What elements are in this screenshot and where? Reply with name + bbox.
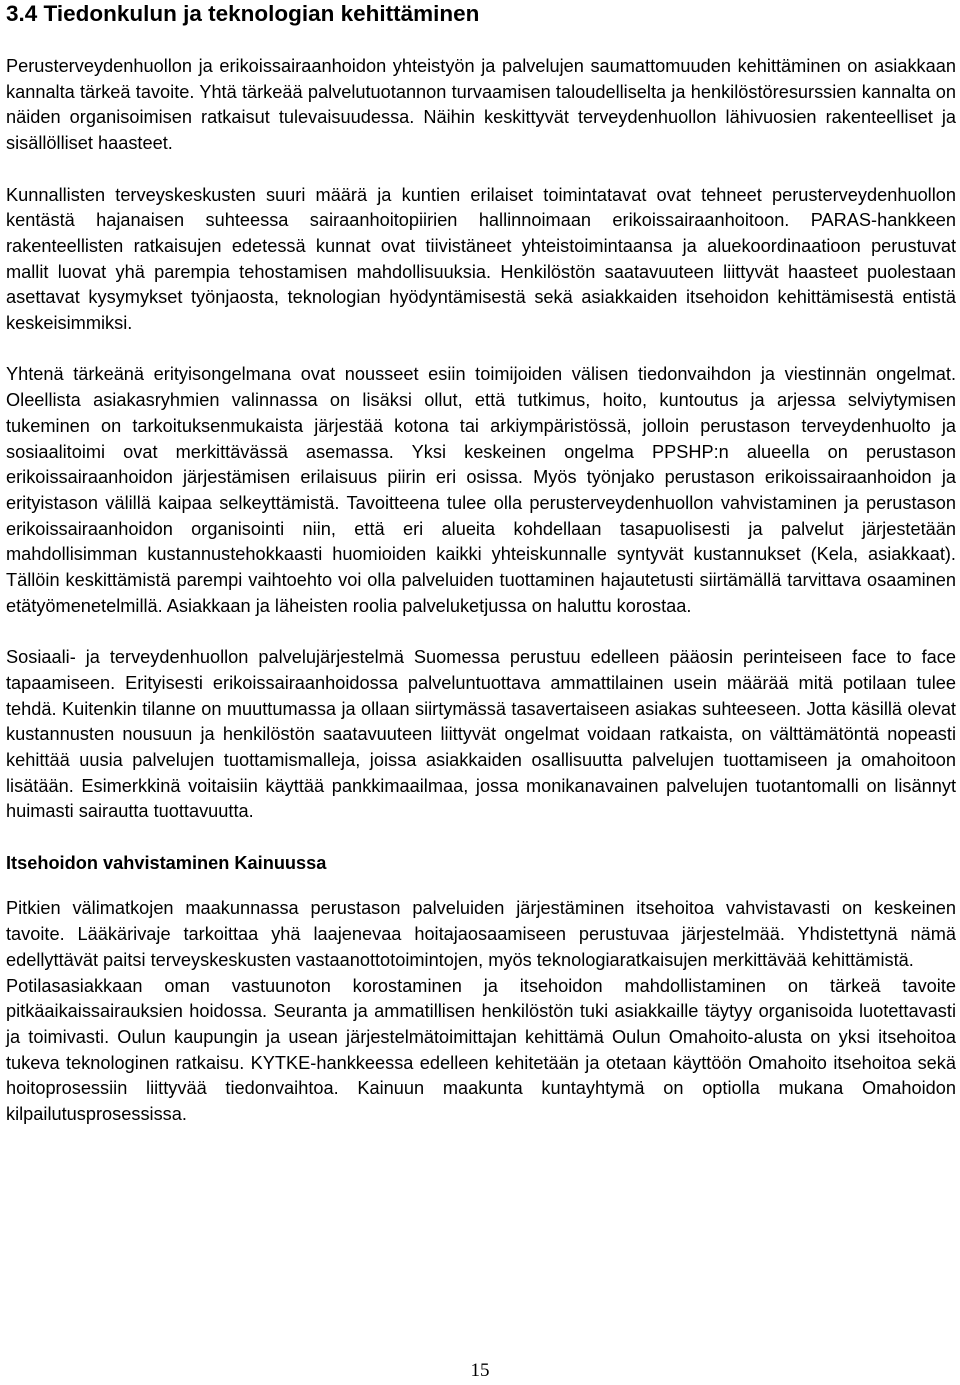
section-title: 3.4 Tiedonkulun ja teknologian kehittäminen bbox=[6, 1, 480, 26]
spacer bbox=[6, 619, 956, 645]
spacer bbox=[6, 876, 956, 896]
subsection-title: Itsehoidon vahvistaminen Kainuussa bbox=[6, 852, 327, 873]
spacer bbox=[6, 157, 956, 183]
paragraph-3: Yhtenä tärkeänä erityisongelmana ovat nousseet esiin toimijoiden välisen tiedonvaihdon ja viestinnän ongelmat. Oleellista asiakasryhmien valinnassa on lisäksi ollut, että tutkimus, hoito, kuntoutus ja arjessa selviytymisen tukeminen on tarkoituksenmukaista järjestää kotona tai arkiympäristössä, jolloin perustason terveydenhuolto ja sosiaalitoimi ovat merkittävässä asemassa. Yksi keskeinen ongelma PPSHP:n alueella on perustason erikoissairaanhoidon järjestämisen erilaisuus piirin eri osissa. Myös työnjako perustason erikoissairaanhoidon ja erityistason välillä kaipaa selkeyttämistä. Tavoitteena tulee olla perusterveydenhuollon vahvistaminen ja perustason erikoissairaanhoidon organisointi niin, että eri alueita kohdellaan tasapuolisesti ja palvelut järjestetään mahdollisimman kustannustehokkaasti huomioiden kaikki yhteiskunnalle syntyvät kustannukset (Kela, asiakkaat). Tällöin keskittämistä parempi vaihtoehto voi olla palveluiden tuottaminen hajautetusti siirtämällä tarvittava osaaminen etätyömenetelmillä. Asiakkaan ja läheisten roolia palveluketjussa on haluttu korostaa. bbox=[6, 364, 956, 616]
document-page bbox=[6, 0, 956, 1128]
spacer bbox=[6, 825, 956, 851]
subsection-paragraph-1: Pitkien välimatkojen maakunnassa perustason palveluiden järjestäminen itsehoitoa vahvistavasti on keskeinen tavoite. Lääkärivaje tarkoittaa yhä laajenevaa hoitajaosaamiseen perustuvaa järjestelmää. Yhdistettynä nämä edellyttävät paitsi terveyskeskusten vastaanottotoimintojen, myös teknologiaratkaisujen merkittävää kehittämistä. bbox=[6, 898, 956, 970]
paragraph-2: Kunnallisten terveyskeskusten suuri määrä ja kuntien erilaiset toimintatavat ovat tehneet perusterveydenhuollon kentästä hajanaisen suhteessa sairaanhoitopiirien hallinnoimaan erikoissairaanhoitoon. PARAS-hankkeen rakenteellisten ratkaisujen edetessä kunnat ovat tiivistäneet yhteistoimintaansa ja aluekoordinaatioon perustuvat mallit luovat yhä parempia tehostamisen mahdollisuuksia. Henkilöstön saatavuuteen liittyvät haasteet puolestaan asettavat kysymykset työnjaosta, teknologian hyödyntämisestä sekä asiakkaiden itsehoidon kehittämisestä entistä keskeisimmiksi. bbox=[6, 184, 956, 334]
spacer bbox=[6, 337, 956, 363]
paragraph-4: Sosiaali- ja terveydenhuollon palvelujärjestelmä Suomessa perustuu edelleen pääosin perinteiseen face to face tapaamiseen. Erityisesti erikoissairaanhoidossa palveluntuottava ammattilainen usein määrää mitä potilaan tulee tehdä. Kuitenkin tilanne on muuttumassa ja ollaan siirtymässä tasavertaiseen asiakas suhteeseen. Jotta käsillä olevat kustannusten nousuun ja henkilöstön saatavuuteen liittyvät ongelmat voidaan ratkaista, on välttämätöntä nopeasti kehittää uusia palvelujen tuottamismalleja, joissa asiakkaiden osallisuutta palvelujen tuottamiseen ja omahoitoon lisätään. Esimerkkinä voitaisiin käyttää pankkimaailmaa, jossa monikanavainen palvelujen tuotantomalli on lisännyt huimasti sairautta tuottavuutta. bbox=[6, 647, 956, 822]
spacer bbox=[6, 27, 956, 54]
page-number: 15 bbox=[470, 1360, 490, 1381]
subsection-paragraph-2: Potilasasiakkaan oman vastuunoton korostaminen ja itsehoidon mahdollistaminen on tärkeä tavoite pitkäaikaissairauksien hoidossa. Seuranta ja ammatillisen henkilöstön tuki asiakkaille täytyy organisoida luotettavasti ja toimivasti. Oulun kaupungin ja usean järjestelmätoimittajan kehittämä Oulun Omahoito-alusta on yksi itsehoitoa tukeva teknologinen ratkaisu. KYTKE-hankkeessa edelleen kehitetään ja otetaan käyttöön Omahoito itsehoitoa sekä hoitoprosessiin liittyvää tiedonvaihtoa. Kainuun maakunta kuntayhtymä on optiolla mukana Omahoidon kilpailutusprosessissa. bbox=[6, 975, 956, 1125]
paragraph-1: Perusterveydenhuollon ja erikoissairaanhoidon yhteistyön ja palvelujen saumattomuuden kehittäminen on asiakkaan kannalta tärkeä tavoite. Yhtä tärkeää palvelutuotannon turvaamisen taloudelliselta ja henkilöstöresurssien kannalta on näiden organisoimisen ratkaisut tulevaisuudessa. Näihin keskittyvät terveydenhuollon lähivuosien rakenteelliset ja sisällölliset haasteet. bbox=[6, 56, 956, 154]
